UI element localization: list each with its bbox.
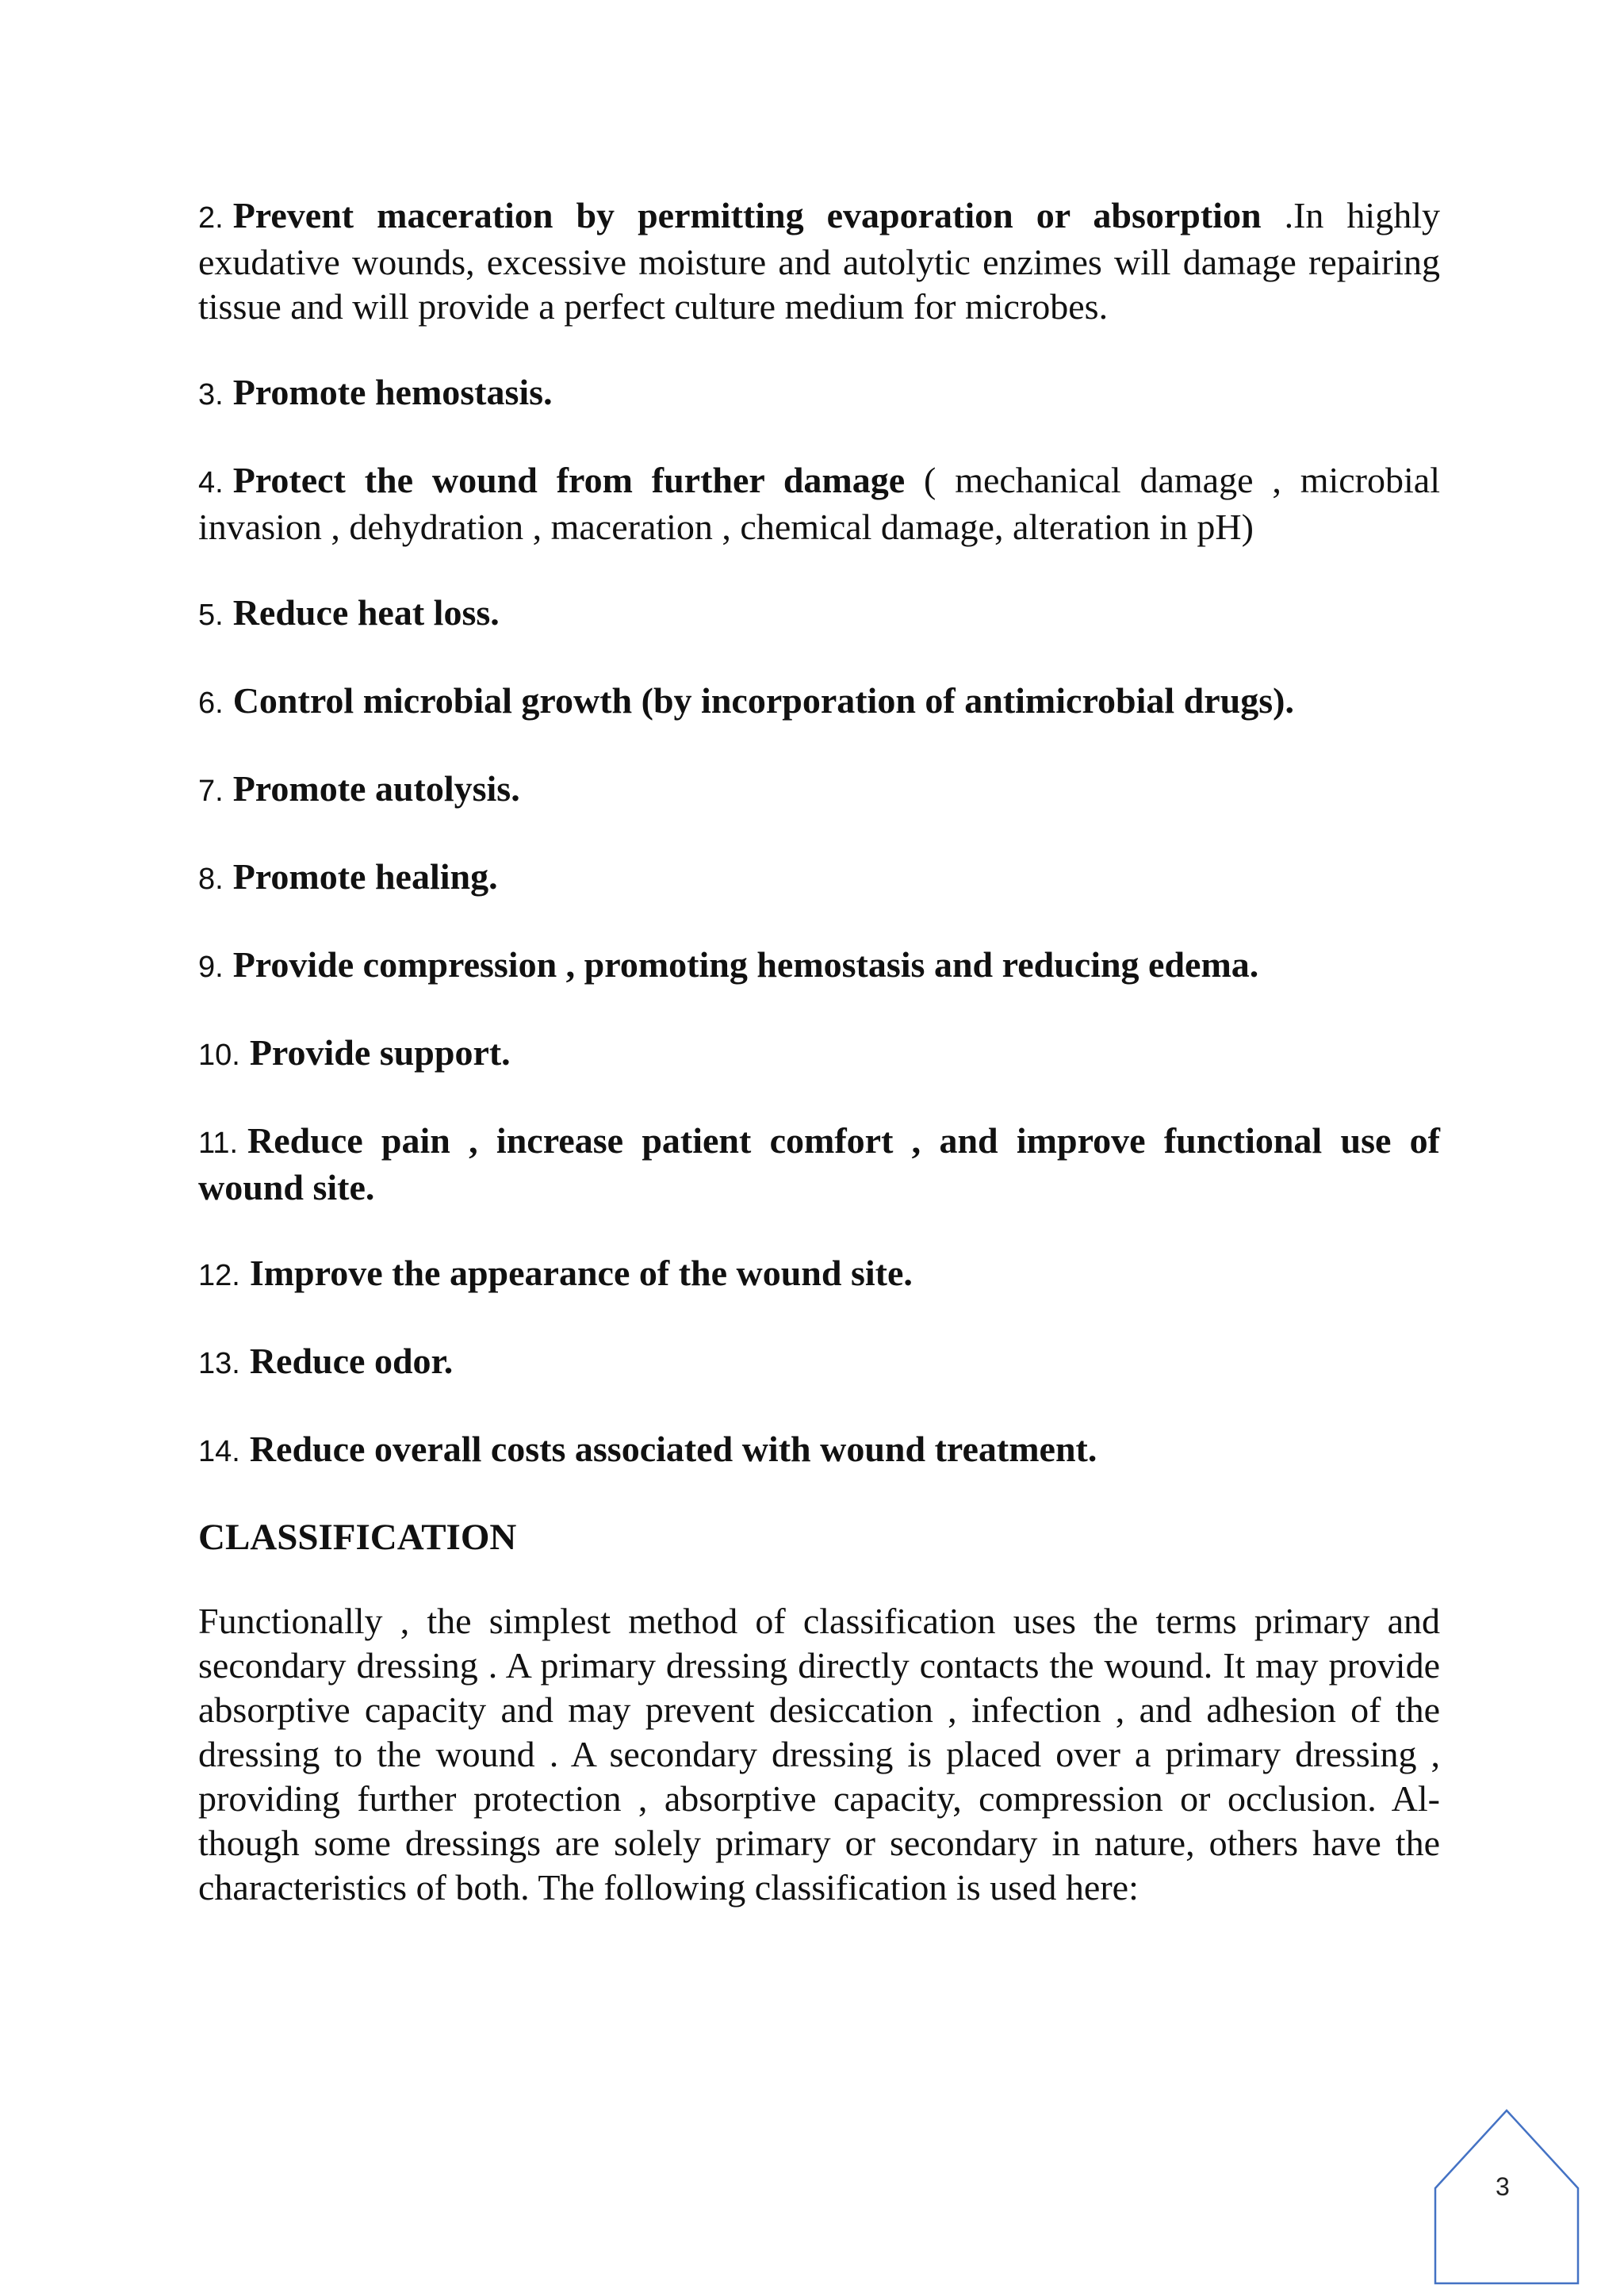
list-item-13 <box>198 1339 1440 1386</box>
item-title: Promote hemostasis. <box>232 372 553 412</box>
item-number: 4. <box>198 466 224 499</box>
list-item-7 <box>198 767 1440 813</box>
item-number: 12. <box>198 1259 240 1292</box>
item-number: 7. <box>198 775 224 808</box>
item-title: Reduce odor. <box>249 1341 454 1381</box>
list-item-6 <box>198 679 1440 725</box>
item-number: 14. <box>198 1435 240 1468</box>
item-number: 6. <box>198 687 224 720</box>
list-item-4 <box>198 458 1440 549</box>
item-number: 3. <box>198 378 224 411</box>
list-item-8 <box>198 855 1440 901</box>
list-item-2 <box>198 193 1440 329</box>
item-title: Prevent maceration by permitting evaporation or absorption <box>232 195 1262 235</box>
list-item-3 <box>198 370 1440 417</box>
item-number: 11. <box>198 1127 239 1160</box>
item-title: Provide support. <box>249 1032 511 1073</box>
item-number: 13. <box>198 1347 240 1380</box>
item-number: 9. <box>198 951 224 984</box>
list-item-10 <box>198 1031 1440 1077</box>
page-number: 3 <box>1496 2172 1510 2201</box>
list-item-14 <box>198 1427 1440 1474</box>
item-title: Improve the appearance of the wound site. <box>249 1253 913 1293</box>
item-text: .In highly exudative wounds, excessive moisture and autolytic enzimes will damage repairing tissue and will provide a perfect culture medium for microbes. <box>198 195 1440 327</box>
item-title: Reduce heat loss. <box>232 592 500 633</box>
section-heading: CLASSIFICATION <box>198 1517 517 1558</box>
classification-paragraph: Functionally , the simplest method of classification uses the terms primary and secondary dressing . A primary dressing directly contacts the wound. It may provide absorptive capacity and may prevent desiccation , infection , and adhesion of the dressing to the wound . A secondary dressing is placed over a primary dressing , providing further protection , absorptive capacity, compression or occlusion. Al-though some dressings are solely primary or secondary in nature, others have the characteristics of both. The following classification is used here: <box>198 1601 1440 1908</box>
item-number: 8. <box>198 863 224 896</box>
item-title: Provide compression , promoting hemostasis and reducing edema. <box>232 944 1259 985</box>
list-item-12 <box>198 1251 1440 1298</box>
list-item-11 <box>198 1119 1440 1210</box>
item-title: Control microbial growth (by incorporation of antimicrobial drugs). <box>232 680 1294 721</box>
item-title: Promote healing. <box>232 856 498 897</box>
item-title: Reduce pain , increase patient comfort , and improve functional use of wound site. <box>198 1120 1440 1207</box>
item-text: ( mechanical damage , microbial invasion , dehydration , maceration , chemical damage, alteration in pH) <box>198 460 1440 547</box>
item-number: 2. <box>198 201 224 235</box>
item-title: Protect the wound from further damage <box>232 460 906 500</box>
list-item-5 <box>198 591 1440 637</box>
item-title: Promote autolysis. <box>232 768 520 809</box>
item-number: 5. <box>198 599 224 632</box>
item-number: 10. <box>198 1039 240 1072</box>
list-item-9 <box>198 943 1440 989</box>
item-title: Reduce overall costs associated with wound treatment. <box>249 1429 1097 1469</box>
page-content <box>198 193 1440 1910</box>
